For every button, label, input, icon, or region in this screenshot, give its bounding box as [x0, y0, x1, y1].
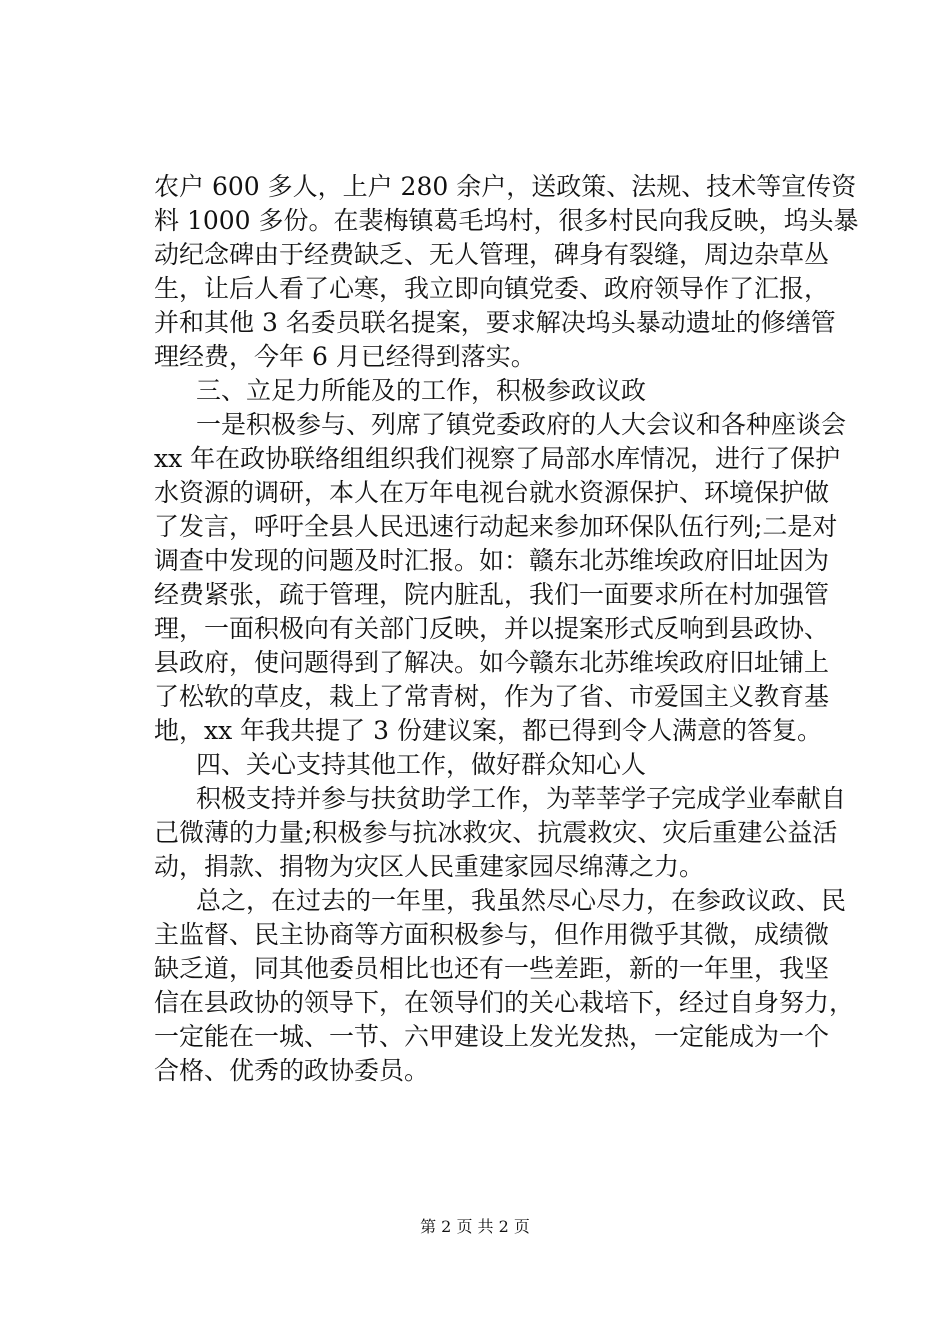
- body-line: xx 年在政协联络组组织我们视察了局部水库情况，进行了保护: [154, 444, 841, 473]
- body-line: 合格、优秀的政协委员。: [154, 1056, 430, 1085]
- body-line: 一是积极参与、列席了镇党委政府的人大会议和各种座谈会: [196, 410, 847, 439]
- body-line: 总之，在过去的一年里，我虽然尽心尽力，在参政议政、民: [196, 886, 847, 915]
- section-heading-4: 四、关心支持其他工作，做好群众知心人: [196, 750, 647, 779]
- body-line: 动纪念碑由于经费缺乏、无人管理，碑身有裂缝，周边杂草丛: [154, 240, 830, 269]
- body-line: 理，一面积极向有关部门反映，并以提案形式反响到县政协、: [154, 614, 830, 643]
- body-line: 积极支持并参与扶贫助学工作，为莘莘学子完成学业奉献自: [196, 784, 847, 813]
- body-line: 调查中发现的问题及时汇报。如：赣东北苏维埃政府旧址因为: [154, 546, 830, 575]
- body-line: 经费紧张，疏于管理，院内脏乱，我们一面要求所在村加强管: [154, 580, 830, 609]
- body-line: 主监督、民主协商等方面积极参与，但作用微乎其微，成绩微: [154, 920, 830, 949]
- body-line: 缺乏道，同其他委员相比也还有一些差距，新的一年里，我坚: [154, 954, 830, 983]
- body-line: 料 1000 多份。在裴梅镇葛毛坞村，很多村民向我反映，坞头暴: [154, 206, 859, 235]
- body-line: 水资源的调研，本人在万年电视台就水资源保护、环境保护做: [154, 478, 830, 507]
- section-heading-3: 三、立足力所能及的工作，积极参政议政: [196, 376, 647, 405]
- body-line: 县政府，使问题得到了解决。如今赣东北苏维埃政府旧址铺上: [154, 648, 830, 677]
- body-line: 并和其他 3 名委员联名提案，要求解决坞头暴动遗址的修缮管: [154, 308, 836, 337]
- body-line: 生，让后人看了心寒，我立即向镇党委、政府领导作了汇报，: [154, 274, 830, 303]
- body-line: 农户 600 多人，上户 280 余户，送政策、法规、技术等宣传资: [154, 172, 857, 201]
- body-line: 动，捐款、捐物为灾区人民重建家园尽绵薄之力。: [154, 852, 705, 881]
- body-line: 地，xx 年我共提了 3 份建议案，都已得到令人满意的答复。: [154, 716, 822, 745]
- body-line: 己微薄的力量;积极参与抗冰救灾、抗震救灾、灾后重建公益活: [154, 818, 838, 847]
- page-number-footer: 第 2 页 共 2 页: [420, 1217, 530, 1236]
- body-line: 了松软的草皮，栽上了常青树，作为了省、市爱国主义教育基: [154, 682, 830, 711]
- body-line: 一定能在一城、一节、六甲建设上发光发热，一定能成为一个: [154, 1022, 830, 1051]
- body-line: 理经费，今年 6 月已经得到落实。: [154, 342, 536, 371]
- body-line: 信在县政协的领导下，在领导们的关心栽培下，经过自身努力，: [154, 988, 855, 1017]
- body-line: 了发言，呼吁全县人民迅速行动起来参加环保队伍行列;二是对: [154, 512, 838, 541]
- document-body: [154, 170, 859, 1088]
